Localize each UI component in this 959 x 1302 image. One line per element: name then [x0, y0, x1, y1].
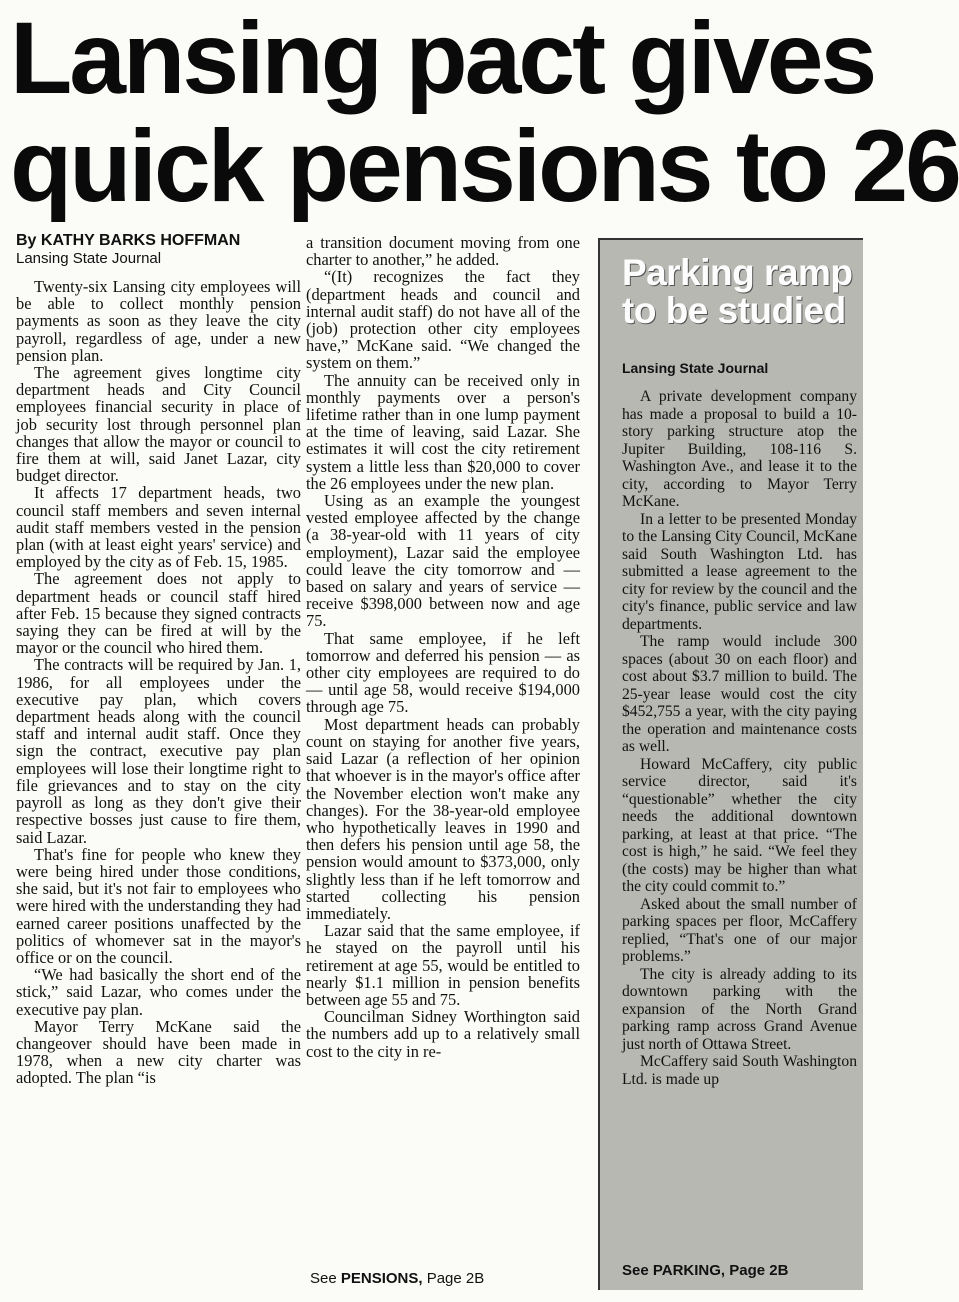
- paragraph: “We had basically the short end of the stick,” said Lazar, who comes under the executive pay plan.: [16, 965, 301, 1019]
- paragraph: In a letter to be presented Monday to the Lansing City Council, McKane said South Washington Ltd. has submitted a lease agreement to the city for review by the council and the city's finance, public service and law departments.: [622, 510, 857, 633]
- paragraph: It affects 17 department heads, two council staff members and seven internal audit staff members vested in the pension plan (with at least eight years' service) and employed by the city as of Feb. 15, 1985.: [16, 483, 301, 572]
- sidebar-organization: Lansing State Journal: [622, 360, 769, 376]
- paragraph: Asked about the small number of parking spaces per floor, McCaffery replied, “That's one of our major problems.”: [622, 895, 857, 965]
- sidebar-story: [598, 238, 863, 1290]
- paragraph: Twenty-six Lansing city employees will be able to collect monthly pension payments as soon as they leave the city payroll, regardless of age, under a new pension plan.: [16, 277, 301, 365]
- sidebar-body: [622, 388, 857, 1088]
- paragraph: Councilman Sidney Worthington said the numbers add up to a relatively small cost to the city in re-: [306, 1007, 580, 1061]
- paragraph: The contracts will be required by Jan. 1, 1986, for all employees under the executive pay plan, which covers department heads along with the council staff and internal audit staff. Once they sign the contract, executive pay plan employees will lose their longtime right to file grievances and to stay on the city payroll as long as they don't give their respective bosses just cause to fire them, said Lazar.: [16, 655, 301, 847]
- byline: By KATHY BARKS HOFFMAN: [16, 232, 241, 249]
- jump-keyword: PENSIONS,: [340, 1270, 423, 1287]
- paragraph: The agreement does not apply to department heads or council staff hired after Feb. 15 because they signed contracts saying they can be fired at will by the mayor or the council who hired them.: [16, 569, 301, 658]
- paragraph: Howard McCaffery, city public service director, said it's “questionable” whether the city needs the additional downtown parking, at least at that price. “The cost is high,” he said. “We feel they (the costs) may be higher than what the city could commit to.”: [622, 755, 857, 895]
- paragraph: Lazar said that the same employee, if he stayed on the payroll until his retirement at age 55, would be entitled to nearly $1.1 million in pension benefits between age 55 and 75.: [306, 921, 580, 1009]
- headline-line-1: Lansing pact gives: [10, 1, 875, 115]
- article-column-2: [306, 234, 580, 1060]
- paragraph: McCaffery said South Washington Ltd. is made up: [622, 1053, 857, 1088]
- paragraph: Most department heads can probably count on staying for another five years, said Lazar (a reflection of her opinion that whoever is in the mayor's office after the November election won't make any changes). For the 38-year-old employee who hypothetically leaves in 1990 and then defers his pension until age 58, the pension would amount to $373,000, only slightly less than if he left tomorrow and started collecting his pension immediately.: [306, 714, 580, 923]
- paragraph: “(It) recognizes the fact they (department heads and council and internal audit staff) do not have all of the (job) protection other city employees have,” McKane said. “We changed the system on them.”: [306, 267, 580, 373]
- paragraph: a transition document moving from one charter to another,” he added.: [306, 233, 580, 270]
- see-parking-jump: [622, 1262, 788, 1279]
- sidebar-headline: Parking ramp to be studied: [622, 252, 853, 331]
- byline-organization: Lansing State Journal: [16, 250, 162, 267]
- headline: [10, 1, 959, 223]
- jump-keyword: PARKING,: [652, 1262, 726, 1279]
- paragraph: The agreement gives longtime city department heads and City Council employees financial security in place of job security lost through personnel plan changes that allow the mayor or council to fire them at will, said Janet Lazar, city budget director.: [16, 363, 301, 486]
- jump-page: Page 2B: [725, 1262, 789, 1279]
- paragraph: The ramp would include 300 spaces (about 30 on each floor) and cost about $3.7 million to build. The 25-year lease would cost the city $452,755 a year, with the city paying the operation and maintenance costs as well.: [622, 633, 857, 755]
- jump-prefix: See: [310, 1270, 341, 1287]
- headline-line-2: quick pensions to 26: [10, 109, 959, 223]
- paragraph: That's fine for people who knew they were being hired under those conditions, she said, but it's not fair to employees who were hired with the understanding they had earned career positions unaffected by the politics of whomever sat in the mayor's office or on the council.: [16, 844, 301, 967]
- paragraph: That same employee, if he left tomorrow and deferred his pension — as other city employees are required to do — until age 58, would receive $194,000 through age 75.: [306, 628, 580, 717]
- article-column-1: [16, 278, 301, 1087]
- jump-prefix: See: [622, 1262, 653, 1279]
- paragraph: The annuity can be received only in monthly payments over a person's lifetime rather than in one lump payment at the time of leaving, said Lazar. She estimates it will cost the city retirement system a little less than $20,000 to cover the 26 employees under the new plan.: [306, 370, 580, 493]
- paragraph: Mayor Terry McKane said the changeover should have been made in 1978, when a new city charter was adopted. The plan “is: [16, 1016, 301, 1088]
- see-pensions-jump: [310, 1270, 484, 1287]
- jump-page: Page 2B: [422, 1270, 485, 1287]
- paragraph: A private development company has made a proposal to build a 10-story parking structure atop the Jupiter Building, 108-116 S. Washington Ave., and lease it to the city, according to Mayor Terry McKane.: [622, 388, 857, 510]
- paragraph: The city is already adding to its downtown parking with the expansion of the North Grand parking ramp across Grand Avenue just north of Ottawa Street.: [622, 965, 857, 1053]
- paragraph: Using as an example the youngest vested employee affected by the change (a 38-year-old with 11 years of city employment), Lazar said the employee could leave the city tomorrow and — based on salary and years of service — receive $398,000 between now and age 75.: [306, 491, 580, 631]
